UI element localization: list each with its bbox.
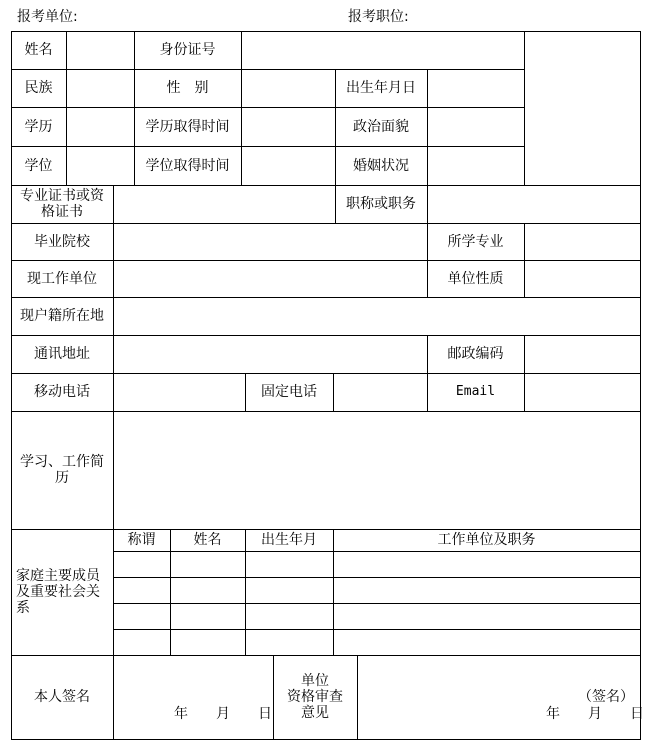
- education-label: 学历: [24, 118, 53, 135]
- name-field[interactable]: [67, 32, 134, 69]
- family-col-relation: 称谓: [127, 532, 156, 548]
- id-number-label: 身份证号: [159, 42, 216, 58]
- family-col-birth: 出生年月: [261, 532, 317, 548]
- signature-field[interactable]: [114, 656, 273, 739]
- family-col-name: 姓名: [193, 532, 222, 548]
- name-label: 姓名: [24, 42, 53, 58]
- education-time-label: 学历取得时间: [145, 118, 230, 135]
- review-sign-mark: （签名）: [578, 689, 634, 705]
- gender-label: 性 别: [166, 80, 209, 96]
- landline-label: 固定电话: [261, 384, 317, 400]
- family-col-employer: 工作单位及职务: [437, 532, 536, 548]
- marital-status-field[interactable]: [428, 147, 524, 185]
- apply-position-label: 报考职位:: [348, 9, 409, 25]
- postal-code-field[interactable]: [525, 336, 640, 373]
- education-time-field[interactable]: [242, 108, 335, 146]
- gender-field[interactable]: [242, 70, 335, 107]
- birth-date-field[interactable]: [428, 70, 524, 107]
- education-field[interactable]: [67, 108, 134, 146]
- signature-label: 本人签名: [34, 689, 90, 705]
- household-location-label: 现户籍所在地: [20, 308, 104, 324]
- id-number-field[interactable]: [242, 32, 524, 69]
- major-label: 所学专业: [447, 233, 504, 250]
- degree-field[interactable]: [67, 147, 134, 185]
- degree-time-field[interactable]: [242, 147, 335, 185]
- grid-line: [640, 31, 641, 740]
- signature-date: 年 月 日: [174, 706, 272, 722]
- ethnicity-field[interactable]: [67, 70, 134, 107]
- major-field[interactable]: [525, 224, 640, 260]
- mailing-address-field[interactable]: [114, 336, 427, 373]
- degree-time-label: 学位取得时间: [145, 157, 230, 174]
- degree-label: 学位: [24, 157, 53, 174]
- title-position-label: 职称或职务: [346, 196, 416, 212]
- email-label: Email: [455, 384, 496, 399]
- title-position-field[interactable]: [428, 186, 640, 223]
- mobile-phone-field[interactable]: [114, 374, 245, 411]
- review-date: 年 月 日: [546, 706, 644, 722]
- current-employer-label: 现工作单位: [27, 270, 97, 287]
- household-location-field[interactable]: [114, 298, 640, 335]
- family-row[interactable]: [114, 604, 640, 629]
- certificate-field[interactable]: [114, 186, 335, 223]
- grid-line: [11, 739, 641, 740]
- mobile-phone-label: 移动电话: [34, 384, 90, 400]
- photo-box[interactable]: [525, 32, 640, 185]
- certificate-label: 专业证书或资格证书: [20, 188, 104, 220]
- employer-type-field[interactable]: [525, 261, 640, 297]
- marital-status-label: 婚姻状况: [353, 157, 409, 174]
- graduate-school-field[interactable]: [114, 224, 427, 260]
- family-row[interactable]: [114, 630, 640, 655]
- political-status-field[interactable]: [428, 108, 524, 146]
- ethnicity-label: 民族: [24, 80, 53, 96]
- resume-field[interactable]: [114, 412, 640, 529]
- political-status-label: 政治面貌: [353, 118, 409, 135]
- resume-label: 学习、工作简历: [20, 454, 104, 486]
- birth-date-label: 出生年月日: [346, 80, 416, 96]
- landline-field[interactable]: [334, 374, 427, 411]
- family-label: 家庭主要成员及重要社会关系: [16, 568, 100, 616]
- postal-code-label: 邮政编码: [447, 346, 504, 362]
- family-row[interactable]: [114, 552, 640, 577]
- graduate-school-label: 毕业院校: [34, 233, 90, 250]
- mailing-address-label: 通讯地址: [34, 346, 90, 362]
- employer-type-label: 单位性质: [447, 270, 504, 287]
- email-field[interactable]: [525, 374, 640, 411]
- family-row[interactable]: [114, 578, 640, 603]
- apply-unit-label: 报考单位:: [17, 9, 78, 25]
- current-employer-field[interactable]: [114, 261, 427, 297]
- review-label: 单位 资格审查 意见: [287, 673, 343, 721]
